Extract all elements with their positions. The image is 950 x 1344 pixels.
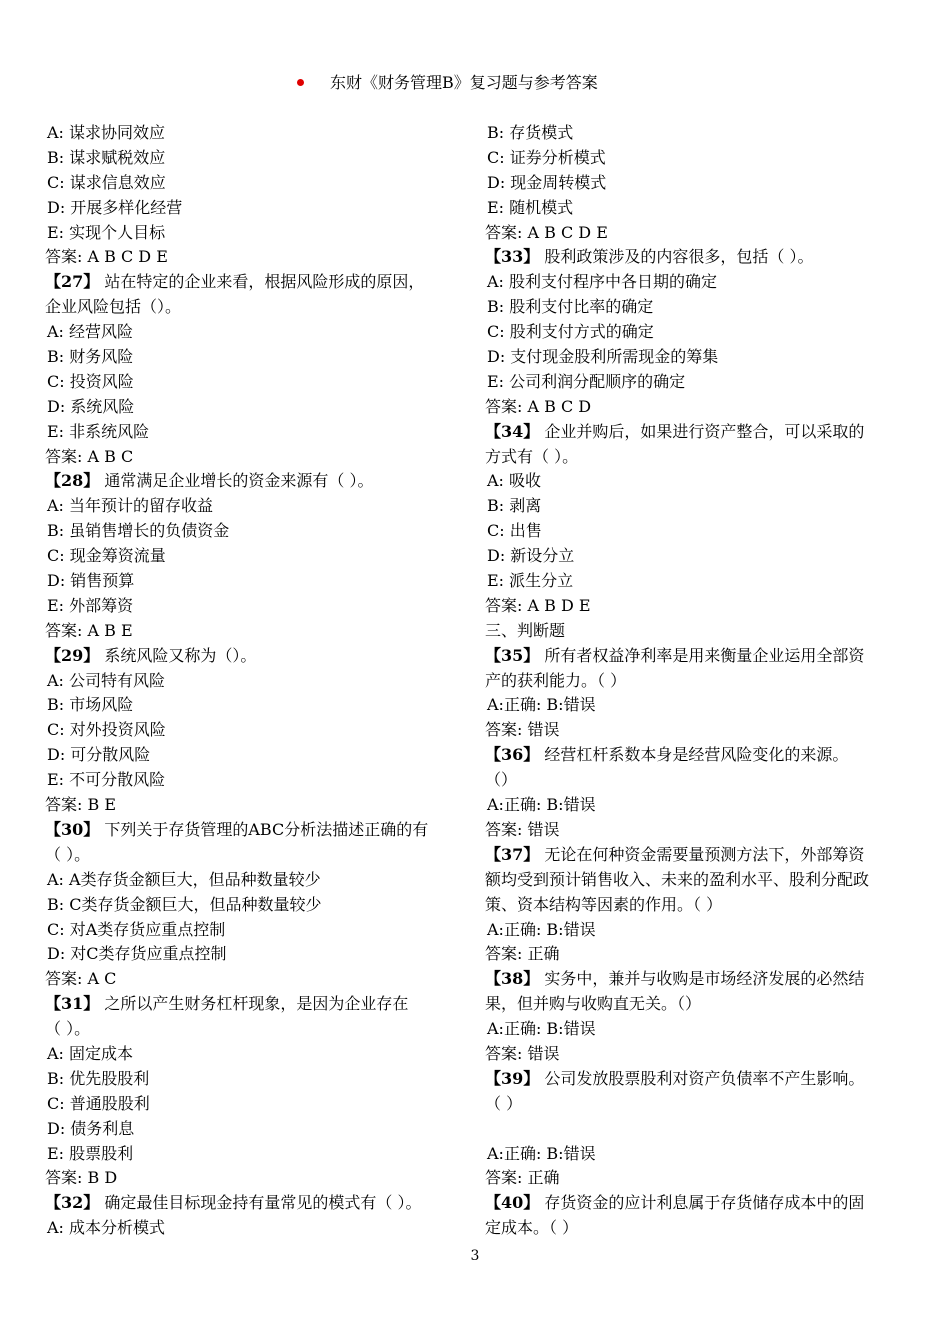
option-line: B: 虽销售增长的负债资金 — [47, 521, 230, 541]
question-line — [485, 967, 895, 992]
question-number: 【30】 — [45, 819, 100, 839]
question-text: 存货资金的应计利息属于存货储存成本中的固 — [539, 1193, 865, 1213]
option-line: A:正确: B:错误 — [487, 795, 596, 815]
answer-line: 答案: B D — [45, 1168, 118, 1188]
option-line: C: 投资风险 — [47, 371, 134, 391]
question-text: 下列关于存货管理的ABC分析法描述正确的有 — [99, 819, 429, 839]
question-text: 系统风险又称为（）。 — [99, 645, 257, 665]
question-continuation: （ ）。 — [45, 844, 91, 864]
question-continuation: （） — [485, 770, 518, 790]
answer-line: 答案: 正确 — [485, 1168, 560, 1188]
question-line — [485, 1191, 895, 1216]
option-line: A: 固定成本 — [47, 1043, 134, 1063]
option-line: A: 公司特有风险 — [47, 670, 166, 690]
option-line: D: 债务利息 — [47, 1118, 135, 1138]
question-text: 股利政策涉及的内容很多，包括（ ）。 — [539, 247, 814, 267]
question-number: 【38】 — [485, 969, 540, 989]
option-line: E: 随机模式 — [487, 197, 574, 217]
option-line: C: 普通股股利 — [47, 1093, 150, 1113]
question-text: 企业并购后，如果进行资产整合，可以采取的 — [539, 421, 865, 441]
option-line: E: 外部筹资 — [47, 595, 134, 615]
option-line: A:正确: B:错误 — [487, 695, 596, 715]
answer-line: 答案: A B C D E — [45, 247, 168, 267]
option-line: D: 可分散风险 — [47, 745, 151, 765]
section-heading: 三、判断题 — [485, 620, 566, 640]
question-text: 无论在何种资金需要量预测方法下，外部筹资 — [539, 844, 865, 864]
option-line: D: 系统风险 — [47, 396, 135, 416]
question-number: 【28】 — [45, 471, 100, 491]
question-number: 【29】 — [45, 645, 100, 665]
question-number: 【34】 — [485, 421, 540, 441]
option-line: C: 出售 — [487, 521, 542, 541]
option-line: A: 谋求协同效应 — [47, 123, 166, 142]
option-line: E: 实现个人目标 — [47, 222, 166, 242]
option-line: B: 市场风险 — [47, 695, 134, 715]
question-line — [485, 644, 895, 669]
question-line — [485, 843, 895, 868]
question-number: 【40】 — [485, 1193, 540, 1213]
question-text: 实务中，兼并与收购是市场经济发展的必然结 — [539, 969, 865, 989]
option-line: A:正确: B:错误 — [487, 1143, 596, 1163]
question-continuation: 方式有（ ）。 — [485, 446, 579, 466]
option-line: D: 新设分立 — [487, 546, 575, 566]
answer-line: 答案: 正确 — [485, 944, 560, 964]
question-text: 所有者权益净利率是用来衡量企业运用全部资 — [539, 645, 865, 665]
question-number: 【35】 — [485, 645, 540, 665]
answer-line: 答案: A B C D E — [485, 222, 608, 242]
option-line: D: 支付现金股利所需现金的筹集 — [487, 347, 719, 367]
right-column — [485, 121, 895, 1241]
answer-line: 答案: A B D E — [485, 595, 591, 615]
answer-line: 答案: A B C D — [485, 396, 592, 416]
option-line: D: 现金周转模式 — [487, 172, 607, 192]
question-number: 【33】 — [485, 247, 540, 267]
option-line: C: 证券分析模式 — [487, 147, 606, 167]
question-continuation: 产的获利能力。（ ） — [485, 670, 627, 690]
question-line — [45, 469, 455, 494]
option-line: D: 开展多样化经营 — [47, 197, 183, 217]
option-line: D: 销售预算 — [47, 571, 135, 591]
answer-line: 答案: 错误 — [485, 1043, 560, 1063]
answer-line: 答案: A C — [45, 969, 117, 989]
question-continuation: （ ）。 — [45, 1019, 91, 1039]
answer-line: 答案: 错误 — [485, 819, 560, 839]
question-continuation: 企业风险包括（）。 — [45, 297, 182, 317]
option-line: B: 股利支付比率的确定 — [487, 297, 654, 317]
option-line: B: C类存货金额巨大，但品种数量较少 — [47, 894, 322, 914]
question-line — [485, 743, 895, 768]
option-line: A: 经营风险 — [47, 322, 134, 342]
option-line: C: 股利支付方式的确定 — [487, 322, 654, 342]
question-number: 【27】 — [45, 272, 100, 292]
option-line: B: 存货模式 — [487, 123, 574, 142]
option-line: C: 谋求信息效应 — [47, 172, 166, 192]
option-line: C: 对外投资风险 — [47, 720, 166, 740]
option-line: C: 对A类存货应重点控制 — [47, 919, 226, 939]
option-line: D: 对C类存货应重点控制 — [47, 944, 227, 964]
question-number: 【32】 — [45, 1193, 100, 1213]
option-line: A:正确: B:错误 — [487, 1019, 596, 1039]
option-line: B: 财务风险 — [47, 347, 134, 367]
question-continuation: 额均受到预计销售收入、未来的盈利水平、股利分配政 — [485, 869, 870, 889]
option-line: E: 股票股利 — [47, 1143, 134, 1163]
answer-line: 答案: 错误 — [485, 720, 560, 740]
question-continuation: 定成本。（ ） — [485, 1218, 579, 1238]
question-text: 之所以产生财务杠杆现象，是因为企业存在 — [99, 994, 409, 1014]
question-number: 【36】 — [485, 745, 540, 765]
question-line — [45, 992, 455, 1017]
question-continuation: （ ） — [485, 1093, 523, 1113]
question-line — [45, 644, 455, 669]
answer-line: 答案: A B E — [45, 620, 133, 640]
option-line: B: 谋求赋税效应 — [47, 147, 166, 167]
option-line: E: 派生分立 — [487, 571, 574, 591]
option-line: B: 剥离 — [487, 496, 542, 516]
option-line: A: 当年预计的留存收益 — [47, 496, 214, 516]
left-column — [45, 121, 455, 1241]
option-line: A: A类存货金额巨大，但品种数量较少 — [47, 869, 321, 889]
question-text: 确定最佳目标现金持有量常见的模式有（ ）。 — [99, 1193, 422, 1213]
option-line: A: 吸收 — [487, 471, 542, 491]
answer-line: 答案: A B C — [45, 446, 134, 466]
option-line: A:正确: B:错误 — [487, 919, 596, 939]
question-line — [485, 420, 895, 445]
option-line: E: 不可分散风险 — [47, 770, 166, 790]
option-line: A: 股利支付程序中各日期的确定 — [487, 272, 718, 292]
answer-line: 答案: B E — [45, 795, 117, 815]
question-line — [45, 1191, 455, 1216]
option-line: E: 公司利润分配顺序的确定 — [487, 371, 686, 391]
question-line — [485, 245, 895, 270]
bullet-icon — [297, 79, 304, 86]
question-line — [45, 818, 455, 843]
page-number: 3 — [470, 1248, 480, 1264]
document-title: 东财《财务管理B》复习题与参考答案 — [330, 73, 598, 92]
question-number: 【31】 — [45, 994, 100, 1014]
question-line — [485, 1067, 895, 1092]
question-text: 公司发放股票股利对资产负债率不产生影响。 — [539, 1068, 865, 1088]
option-line: C: 现金筹资流量 — [47, 546, 166, 566]
option-line: B: 优先股股利 — [47, 1068, 150, 1088]
question-number: 【39】 — [485, 1068, 540, 1088]
option-line: E: 非系统风险 — [47, 421, 150, 441]
question-continuation: 果，但并购与收购直无关。（） — [485, 994, 702, 1014]
question-number: 【37】 — [485, 844, 540, 864]
question-text: 经营杠杆系数本身是经营风险变化的来源。 — [539, 745, 849, 765]
page-header — [0, 70, 950, 96]
option-line: A: 成本分析模式 — [47, 1218, 166, 1238]
question-line — [45, 270, 455, 295]
question-text: 通常满足企业增长的资金来源有（ ）。 — [99, 471, 374, 491]
question-continuation: 策、资本结构等因素的作用。（ ） — [485, 894, 723, 914]
question-text: 站在特定的企业来看，根据风险形成的原因， — [99, 272, 425, 292]
blank-line — [485, 1117, 895, 1142]
